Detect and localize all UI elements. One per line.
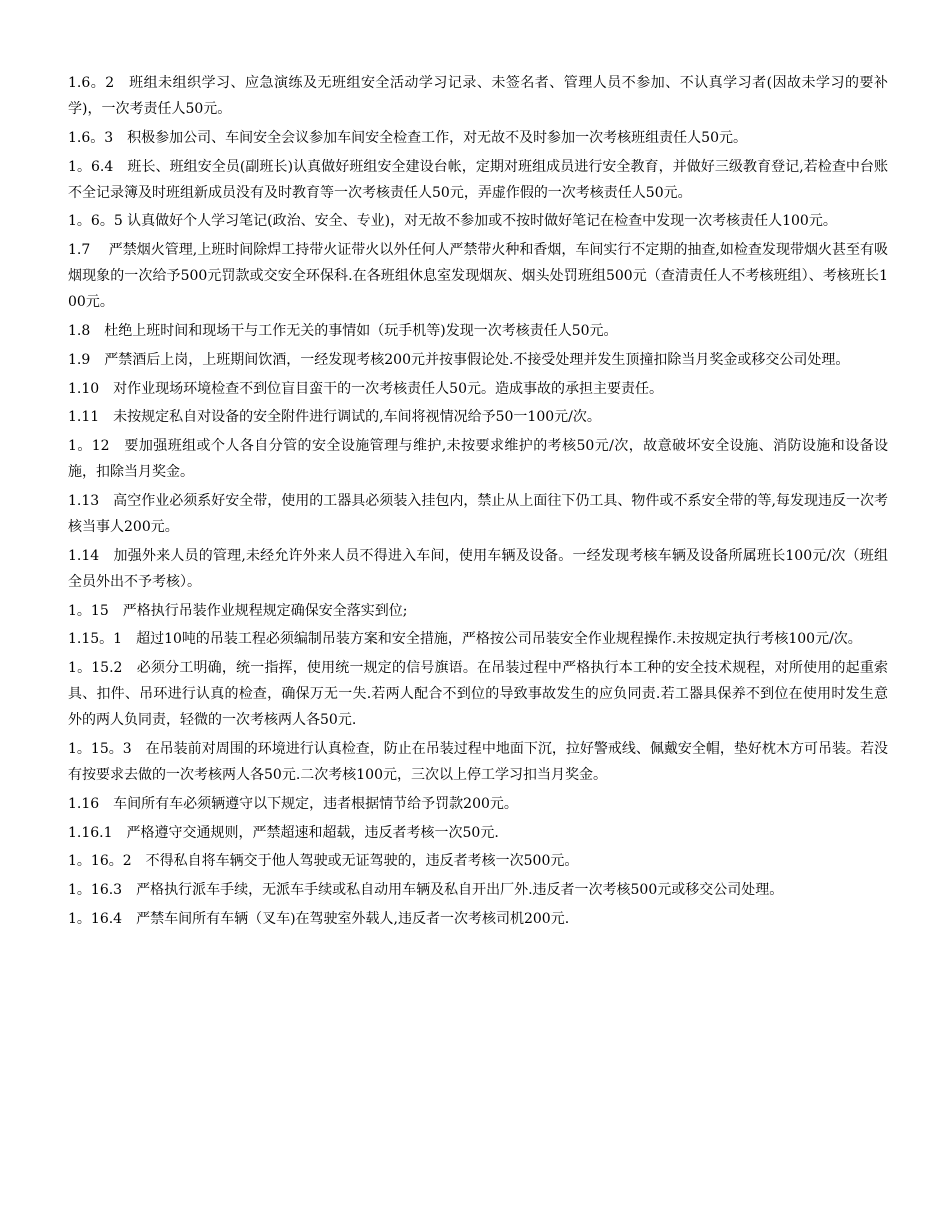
rule-1-6-5: 1。6。5 认真做好个人学习笔记(政治、安全、专业)，对无故不参加或不按时做好笔记在检查中发现一次考核责任人100元。 [68, 213, 837, 230]
rule-1-11: 1.11 未按规定私自对设备的安全附件进行调试的,车间将视情况给予50一100元/次。 [68, 409, 601, 426]
rule-1-13: 1.13 高空作业必须系好安全带，使用的工器具必须装入挂包内，禁止从上面往下仍工具、物件或不系安全带的等,每发现违反一次考核当事人200元。 [68, 492, 888, 535]
rule-1-6-2: 1.6。2 班组未组织学习、应急演练及无班组安全活动学习记录、未签名者、管理人员不参加、不认真学习者(因故未学习的要补学)，一次考责任人50元。 [68, 75, 888, 117]
rule-1-6-3: 1.6。3 积极参加公司、车间安全会议参加车间安全检查工作，对无故不及时参加一次考核班组责任人50元。 [68, 129, 747, 146]
rule-1-7: 1.7 严禁烟火管理,上班时间除焊工持带火证带火以外任何人严禁带火种和香烟，车间实行不定期的抽查,如检查发现带烟火甚至有吸烟现象的一次给予500元罚款或交安全环保科.在各班组休息室发现烟灰、烟头处罚班组500元（查清责任人不考核班组）、考核班长100元。 [68, 242, 888, 311]
rule-1-16-1: 1.16.1 严格遵守交通规则，严禁超速和超载，违反者考核一次50元. [68, 824, 499, 841]
rule-1-16-3: 1。16.3 严格执行派车手续，无派车手续或私自动用车辆及私自开出厂外.违反者一次考核500元或移交公司处理。 [68, 882, 784, 899]
rule-1-16: 1.16 车间所有车必须辆遵守以下规定，违者根据情节给予罚款200元。 [68, 795, 518, 812]
rule-1-14: 1.14 加强外来人员的管理,未经允许外来人员不得进入车间，使用车辆及设备。一经发现考核车辆及设备所属班长100元/次（班组全员外出不予考核）。 [68, 547, 888, 590]
rule-1-15: 1。15 严格执行吊装作业规程规定确保安全落实到位; [68, 602, 408, 619]
rule-1-9: 1.9 严禁酒后上岗，上班期间饮酒，一经发现考核200元并按事假论处.不接受处理并发生顶撞扣除当月奖金或移交公司处理。 [68, 351, 850, 368]
rule-1-15-3: 1。15。3 在吊装前对周围的环境进行认真检查，防止在吊装过程中地面下沉，拉好警戒线、佩戴安全帽，垫好枕木方可吊装。若没有按要求去做的一次考核两人各50元.二次考核100元，三次以上停工学习扣当月奖金。 [68, 740, 888, 783]
rule-1-16-4: 1。16.4 严禁车间所有车辆（叉车)在驾驶室外载人,违反者一次考核司机200元. [68, 910, 570, 927]
rule-1-8: 1.8 杜绝上班时间和现场干与工作无关的事情如（玩手机等)发现一次考核责任人50元。 [68, 322, 618, 339]
rule-1-6-4: 1。6.4 班长、班组安全员(副班长)认真做好班组安全建设台帐，定期对班组成员进行安全教育，并做好三级教育登记,若检查中台账不全记录簿及时班组新成员没有及时教育等一次考核责任人50元，弄虚作假的一次考核责任人50元。 [68, 158, 888, 201]
rule-1-10: 1.10 对作业现场环境检查不到位盲目蛮干的一次考核责任人50元。造成事故的承担主要责任。 [68, 380, 663, 397]
rule-1-15-2: 1。15.2 必须分工明确，统一指挥，使用统一规定的信号旗语。在吊装过程中严格执行本工种的安全技术规程，对所使用的起重索具、扣件、吊环进行认真的检查，确保万无一失.若两人配合不到位的导致事故发生的应负同责.若工器具保养不到位在使用时发生意外的两人负同责，轻微的一次考核两人各50元. [68, 660, 888, 729]
rule-1-16-2: 1。16。2 不得私自将车辆交于他人驾驶或无证驾驶的，违反者考核一次500元。 [68, 853, 579, 870]
rule-1-12: 1。12 要加强班组或个人各自分管的安全设施管理与维护,未按要求维护的考核50元/次，故意破坏安全设施、消防设施和设备设施，扣除当月奖金。 [68, 438, 888, 481]
rule-1-15-1: 1.15。1 超过10吨的吊装工程必须编制吊装方案和安全措施，严格按公司吊装安全作业规程操作.未按规定执行考核100元/次。 [68, 631, 862, 648]
